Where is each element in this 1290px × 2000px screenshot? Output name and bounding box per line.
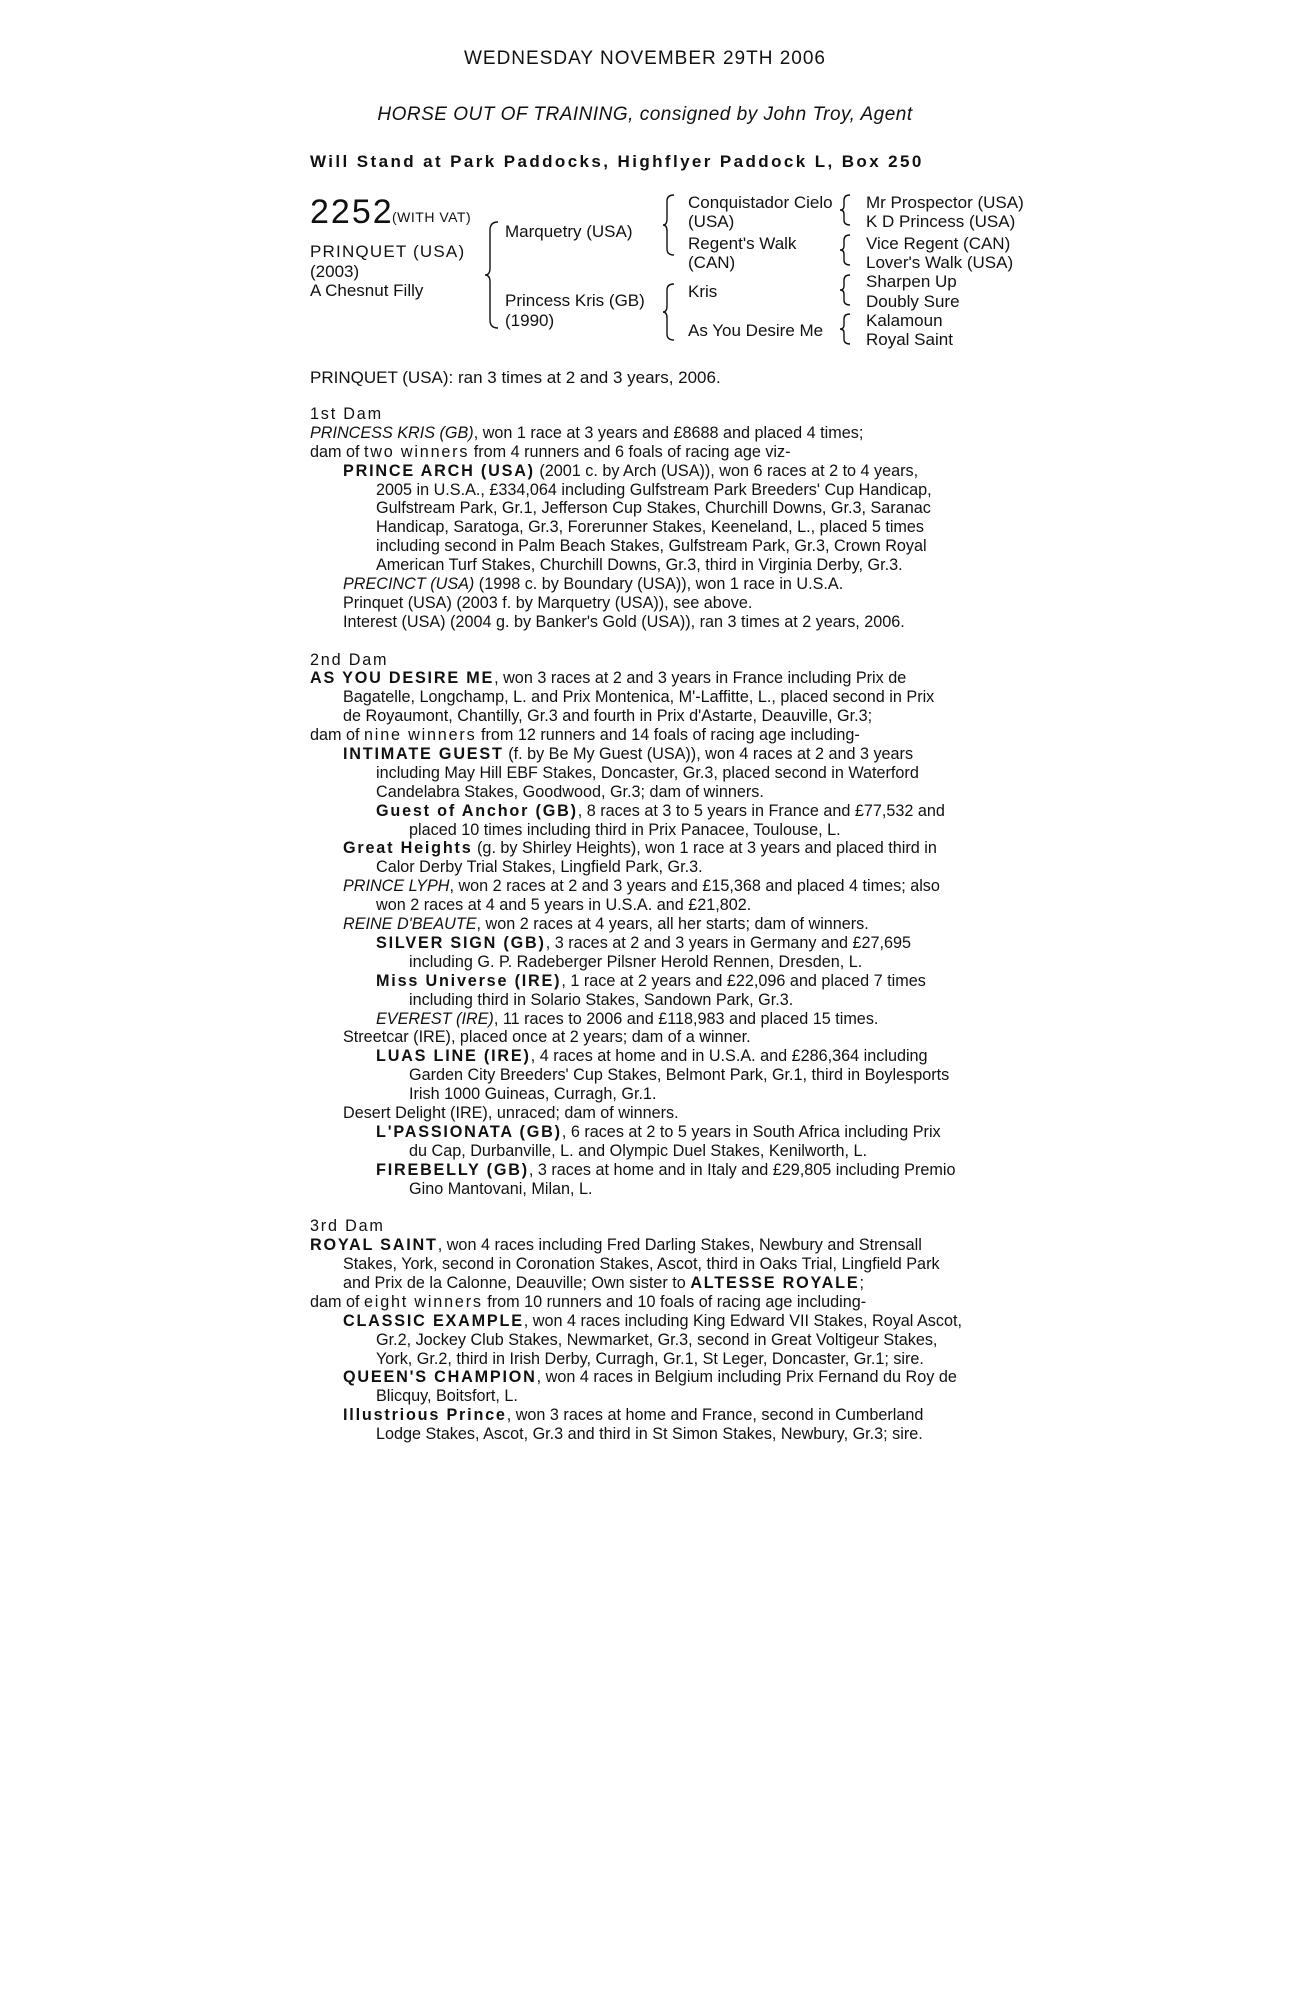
pedigree-sire-sire-2: (USA) [688, 212, 735, 231]
second-dam-line: Calor Derby Trial Stakes, Lingfield Park, Gr.3. [376, 858, 703, 877]
pedigree-sdd: Lover's Walk (USA) [866, 253, 1014, 272]
third-dam-line: QUEEN'S CHAMPION, won 4 races in Belgium including Prix Fernand du Roy de [343, 1368, 957, 1387]
horse-year: (2003) [310, 262, 360, 281]
third-dam-line: CLASSIC EXAMPLE, won 4 races including King Edward VII Stakes, Royal Ascot, [343, 1311, 962, 1330]
second-dam-line: Garden City Breeders' Cup Stakes, Belmont Park, Gr.1, third in Boylesports [409, 1066, 950, 1085]
pedigree-sss: Mr Prospector (USA) [866, 193, 1024, 212]
first-dam-line: PRINCE ARCH (USA) (2001 c. by Arch (USA)), won 6 races at 2 to 4 years, [343, 461, 919, 480]
pedigree-sire: Marquetry (USA) [505, 222, 633, 241]
second-dam-line: de Royaumont, Chantilly, Gr.3 and fourth in Prix d'Astarte, Deauville, Gr.3; [343, 707, 873, 726]
first-dam-line: Gulfstream Park, Gr.1, Jefferson Cup Stakes, Churchill Downs, Gr.3, Saranac [376, 499, 931, 518]
pedigree-sire-dam-1: Regent's Walk [688, 234, 797, 253]
first-dam-line: Prinquet (USA) (2003 f. by Marquetry (USA)), see above. [343, 593, 753, 612]
first-dam-line: PRECINCT (USA) (1998 c. by Boundary (USA)), won 1 race in U.S.A. [343, 575, 844, 594]
horse-name: PRINQUET (USA) [310, 242, 466, 261]
pedigree-dam-name: Princess Kris (GB) [505, 291, 645, 310]
second-dam-line: Streetcar (IRE), placed once at 2 years; dam of a winner. [343, 1028, 751, 1047]
third-dam-line: dam of eight winners from 10 runners and 10 foals of racing age including- [310, 1292, 867, 1311]
racing-summary: PRINQUET (USA): ran 3 times at 2 and 3 years, 2006. [310, 368, 721, 387]
first-dam-heading: 1st Dam [310, 405, 383, 423]
second-dam-line: dam of nine winners from 12 runners and 14 foals of racing age including- [310, 726, 860, 745]
second-dam-heading: 2nd Dam [310, 650, 389, 669]
pedigree-dsd: Doubly Sure [866, 292, 960, 311]
second-dam-line: Gino Mantovani, Milan, L. [409, 1179, 593, 1198]
pedigree-dam-sire: Kris [688, 282, 718, 301]
second-dam-line: FIREBELLY (GB), 3 races at home and in Italy and £29,805 including Premio [376, 1160, 956, 1179]
second-dam-line: Irish 1000 Guineas, Curragh, Gr.1. [409, 1085, 657, 1104]
consignment-line: HORSE OUT OF TRAINING, consigned by John Troy, Agent [377, 104, 913, 125]
second-dam-line: Miss Universe (IRE), 1 race at 2 years and £22,096 and placed 7 times [376, 971, 926, 990]
first-dam-line: Interest (USA) (2004 g. by Banker's Gold (USA)), ran 3 times at 2 years, 2006. [343, 612, 905, 631]
pedigree-ssd: K D Princess (USA) [866, 212, 1016, 231]
stable-location: Will Stand at Park Paddocks, Highflyer Paddock L, Box 250 [310, 152, 924, 171]
first-dam-line: 2005 in U.S.A., £334,064 including Gulfstream Park Breeders' Cup Handicap, [376, 480, 932, 499]
third-dam-line: Blicquy, Boitsfort, L. [376, 1387, 518, 1406]
first-dam-line: including second in Palm Beach Stakes, Gulfstream Park, Gr.3, Crown Royal [376, 537, 927, 556]
second-dam-line: won 2 races at 4 and 5 years in U.S.A. and £21,802. [376, 896, 752, 915]
pedigree-sire-sire-1: Conquistador Cielo [688, 193, 833, 212]
third-dam-line: Lodge Stakes, Ascot, Gr.3 and third in St Simon Stakes, Newbury, Gr.3; sire. [376, 1425, 923, 1444]
second-dam-line: Great Heights (g. by Shirley Heights), won 1 race at 3 years and placed third in [343, 839, 937, 858]
third-dam-line: York, Gr.2, third in Irish Derby, Curragh, Gr.1, St Leger, Doncaster, Gr.1; sire. [376, 1349, 924, 1368]
pedigree-ddd: Royal Saint [866, 330, 953, 349]
second-dam-line: Desert Delight (IRE), unraced; dam of winners. [343, 1103, 679, 1122]
first-dam-line: PRINCESS KRIS (GB), won 1 race at 3 years and £8688 and placed 4 times; [310, 423, 864, 442]
second-dam-line: EVEREST (IRE), 11 races to 2006 and £118,983 and placed 15 times. [376, 1009, 879, 1028]
second-dam-line: REINE D'BEAUTE, won 2 races at 4 years, all her starts; dam of winners. [343, 915, 869, 934]
first-dam-line: American Turf Stakes, Churchill Downs, Gr.3, third in Virginia Derby, Gr.3. [376, 556, 903, 575]
lot-number: 2252 [310, 193, 394, 231]
third-dam-heading: 3rd Dam [310, 1217, 385, 1236]
second-dam-line: LUAS LINE (IRE), 4 races at home and in U.S.A. and £286,364 including [376, 1047, 928, 1066]
second-dam-line: INTIMATE GUEST (f. by Be My Guest (USA)), won 4 races at 2 and 3 years [343, 745, 914, 764]
second-dam-line: Guest of Anchor (GB), 8 races at 3 to 5 years in France and £77,532 and [376, 801, 945, 820]
second-dam-line: SILVER SIGN (GB), 3 races at 2 and 3 years in Germany and £27,695 [376, 933, 912, 952]
pedigree-brace-ds [839, 273, 853, 307]
second-dam-line: L'PASSIONATA (GB), 6 races at 2 to 5 years in South Africa including Prix [376, 1122, 941, 1141]
pedigree-brace-sire [662, 193, 678, 257]
pedigree-brace-dam [662, 282, 678, 342]
first-dam-line: Handicap, Saratoga, Gr.3, Forerunner Stakes, Keeneland, L., placed 5 times [376, 518, 924, 537]
third-dam-line: Gr.2, Jockey Club Stakes, Newmarket, Gr.3, second in Great Voltigeur Stakes, [376, 1330, 938, 1349]
pedigree-sds: Vice Regent (CAN) [866, 234, 1011, 253]
horse-description: A Chesnut Filly [310, 281, 424, 300]
pedigree-brace-dd [839, 312, 853, 346]
sale-date: WEDNESDAY NOVEMBER 29TH 2006 [463, 48, 826, 69]
second-dam-line: AS YOU DESIRE ME, won 3 races at 2 and 3 years in France including Prix de [310, 669, 907, 688]
second-dam-line: including G. P. Radeberger Pilsner Herold Rennen, Dresden, L. [409, 952, 863, 971]
pedigree-dss: Sharpen Up [866, 272, 957, 291]
pedigree-sire-dam-2: (CAN) [688, 253, 736, 272]
pedigree-brace-sd [839, 233, 853, 267]
second-dam-line: PRINCE LYPH, won 2 races at 2 and 3 years and £15,368 and placed 4 times; also [343, 877, 940, 896]
second-dam-line: including third in Solario Stakes, Sandown Park, Gr.3. [409, 990, 794, 1009]
third-dam-line: and Prix de la Calonne, Deauville; Own sister to ALTESSE ROYALE; [343, 1273, 864, 1292]
third-dam-line: ROYAL SAINT, won 4 races including Fred Darling Stakes, Newbury and Strensall [310, 1236, 922, 1255]
pedigree-dam-dam: As You Desire Me [688, 321, 824, 340]
dam-details [310, 405, 990, 1444]
pedigree-dam-year: (1990) [505, 311, 555, 330]
third-dam-line: Stakes, York, second in Coronation Stakes, Ascot, third in Oaks Trial, Lingfield Park [343, 1255, 940, 1274]
second-dam-line: placed 10 times including third in Prix Panacee, Toulouse, L. [409, 820, 841, 839]
second-dam-line: Bagatelle, Longchamp, L. and Prix Montenica, M'-Laffitte, L., placed second in Prix [343, 688, 935, 707]
third-dam-line: Illustrious Prince, won 3 races at home and France, second in Cumberland [343, 1406, 924, 1425]
first-dam-line: dam of two winners from 4 runners and 6 foals of racing age viz- [310, 442, 791, 461]
second-dam-line: including May Hill EBF Stakes, Doncaster, Gr.3, placed second in Waterford [376, 763, 919, 782]
pedigree-dds: Kalamoun [866, 311, 943, 330]
second-dam-line: du Cap, Durbanville, L. and Olympic Duel Stakes, Kenilworth, L. [409, 1141, 867, 1160]
second-dam-line: Candelabra Stakes, Goodwood, Gr.3; dam of winners. [376, 782, 764, 801]
pedigree-brace-ss [839, 193, 853, 227]
pedigree-brace-main [484, 220, 502, 330]
vat-note: (WITH VAT) [392, 209, 472, 225]
